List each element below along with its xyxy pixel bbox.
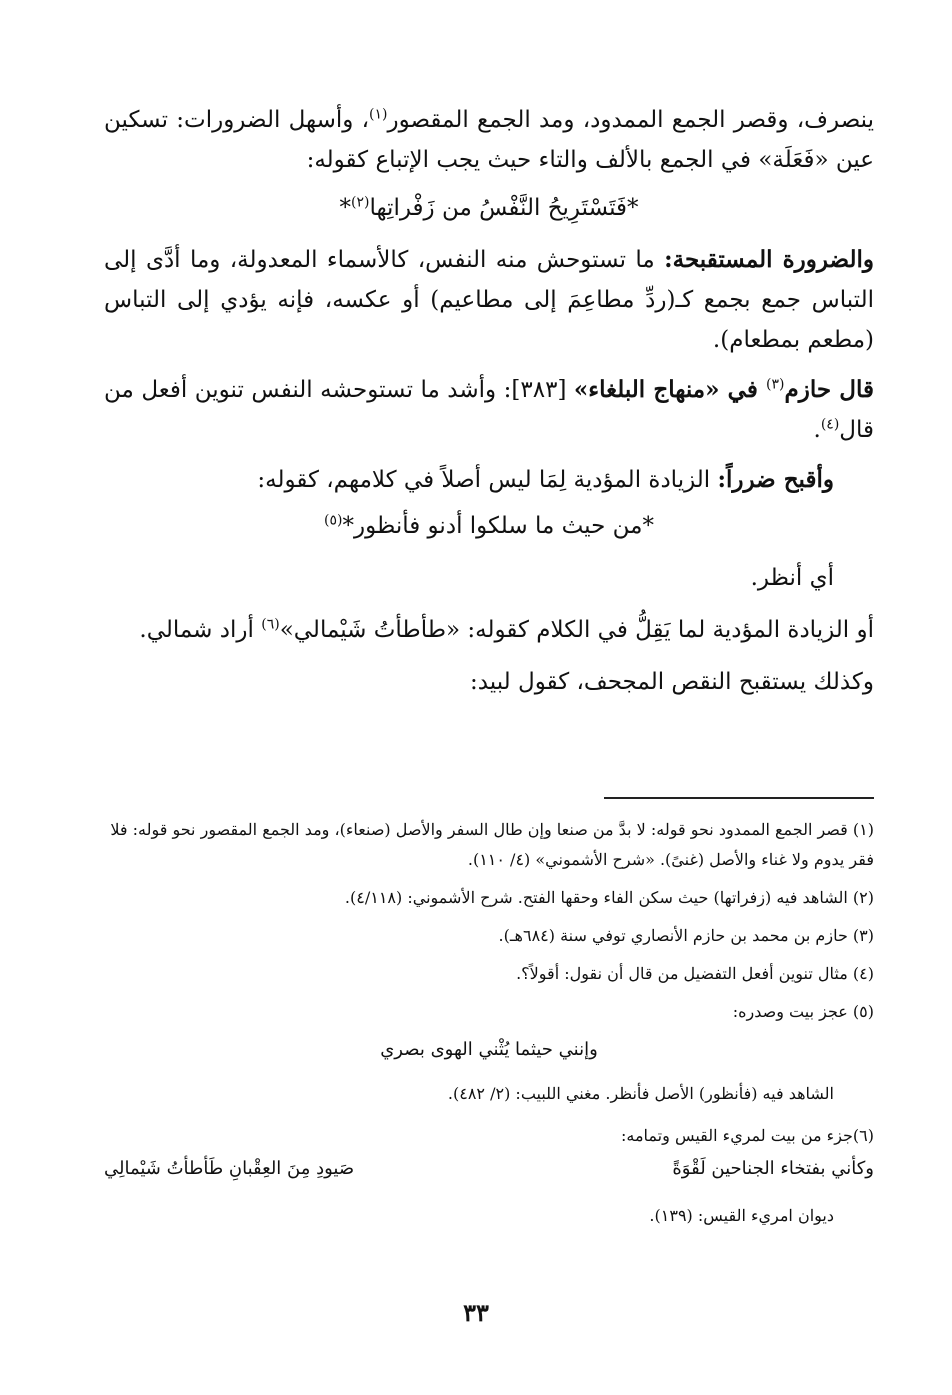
footnote-6-verse-right: وكأني بفتخاء الجناحين لَقْوَةً — [672, 1158, 874, 1179]
footnote-6-verse-left: صَيودِ مِنَ العِقْبانِ طَأطأتُ شَيْمالِي — [104, 1158, 355, 1179]
footnote-4: (٤) مثال تنوين أفعل التفضيل من قال أن نقول: أقولاً؟. — [516, 964, 874, 983]
paragraph-7 — [104, 662, 874, 702]
footnote-6-source: ديوان امريء القيس: (١٣٩). — [649, 1206, 834, 1225]
paragraph-2 — [104, 240, 874, 360]
verse-1 — [104, 188, 874, 228]
footnote-1: (١) قصر الجمع الممدود نحو قوله: لا بدَّ من صنعا وإن طال السفر والأصل (صنعاء)، ومد الجمع المقصور نحو قوله: فلا فقر يدوم ولا غناء والأصل (غنىً). «شرح الأشموني» (٤/ ١١٠). — [110, 820, 874, 869]
paragraph-1 — [104, 100, 874, 180]
p2-heading: والضرورة المستقبحة: — [664, 246, 874, 273]
footnote-5: (٥) عجز بيت وصدره: — [732, 1002, 874, 1021]
footnote-ref-1: (١) — [369, 106, 388, 123]
p4-text: الزيادة المؤدية لِمَا ليس أصلاً في كلامهم، كقوله: — [257, 467, 718, 493]
p5-text: أي أنظر. — [750, 565, 834, 591]
verse-2 — [104, 506, 874, 546]
p2-text: ما تستوحش منه النفس، كالأسماء المعدولة، وما أدَّى إلى التباس جمع بجمع كـ(ردِّ مطاعِمَ إلى مطاعيم) أو عكسه، فإنه يؤدي إلى التباس (مطعم بمطعام). — [104, 247, 874, 353]
verse-2-text: *من حيث ما سلكوا أدنو فأنظور* — [342, 513, 654, 539]
main-text — [104, 100, 874, 702]
p3-end: . — [813, 417, 821, 443]
p3-book-title: في «منهاج البلغاء» — [573, 376, 767, 403]
paragraph-4 — [104, 460, 834, 500]
footnote-5-note: الشاهد فيه (فأنظور) الأصل فأنظر. مغني اللبيب: (٢/ ٤٨٢). — [447, 1084, 834, 1103]
p4-heading: وأقبح ضرراً: — [717, 466, 834, 493]
footnotes — [104, 815, 874, 1231]
p1-text: ينصرف، وقصر الجمع الممدود، ومد الجمع المقصور — [387, 107, 874, 133]
p1-text-b: ، وأسهل الضرورات: تسكين عين «فَعَلَة» في الجمع بالألف والتاء حيث يجب الإتباع كقوله: — [104, 107, 874, 173]
verse-1-end: * — [339, 195, 351, 221]
footnote-ref-5: (٥) — [324, 512, 343, 529]
footnote-6: (٦)جزء من بيت لمريء القيس وتمامه: — [621, 1126, 874, 1145]
footnote-2: (٢) الشاهد فيه (زفراتها) حيث سكن الفاء وحقها الفتح. شرح الأشموني: (٤/١١٨). — [344, 888, 874, 907]
footnote-ref-4: (٤) — [820, 416, 840, 433]
paragraph-5 — [104, 558, 834, 598]
footnote-5-verse: وإنني حيثما يُثْني الهوى بصري — [380, 1039, 598, 1060]
paragraph-6 — [104, 610, 874, 650]
verse-1-text: *فَتَسْتَرِيحُ النَّفْسُ من زَفْراتِها — [369, 195, 639, 221]
p7-text: وكذلك يستقبح النقص المجحف، كقول لبيد: — [469, 669, 874, 695]
footnote-ref-2: (٢) — [350, 194, 370, 211]
footnote-divider — [604, 797, 874, 799]
p3-heading: قال حازم — [784, 376, 874, 403]
footnote-ref-3: (٣) — [766, 376, 785, 393]
p3-text: [٣٨٣]: وأشد ما تستوحشه النفس تنوين أفعل من قال — [104, 377, 874, 443]
page-number: ٣٣ — [463, 1298, 489, 1327]
p6-text: أو الزيادة المؤدية لما يَقِلُّ في الكلام كقوله: «طأطأتُ شَيْمالي» — [279, 617, 874, 643]
footnote-3: (٣) حازم بن محمد بن حازم الأنصاري توفي سنة (٦٨٤هـ). — [498, 926, 874, 945]
footnote-6-verse — [104, 1153, 874, 1185]
p6-text-b: أراد شمالي. — [139, 617, 262, 643]
footnote-ref-6: (٦) — [261, 616, 280, 633]
paragraph-3 — [104, 370, 874, 450]
